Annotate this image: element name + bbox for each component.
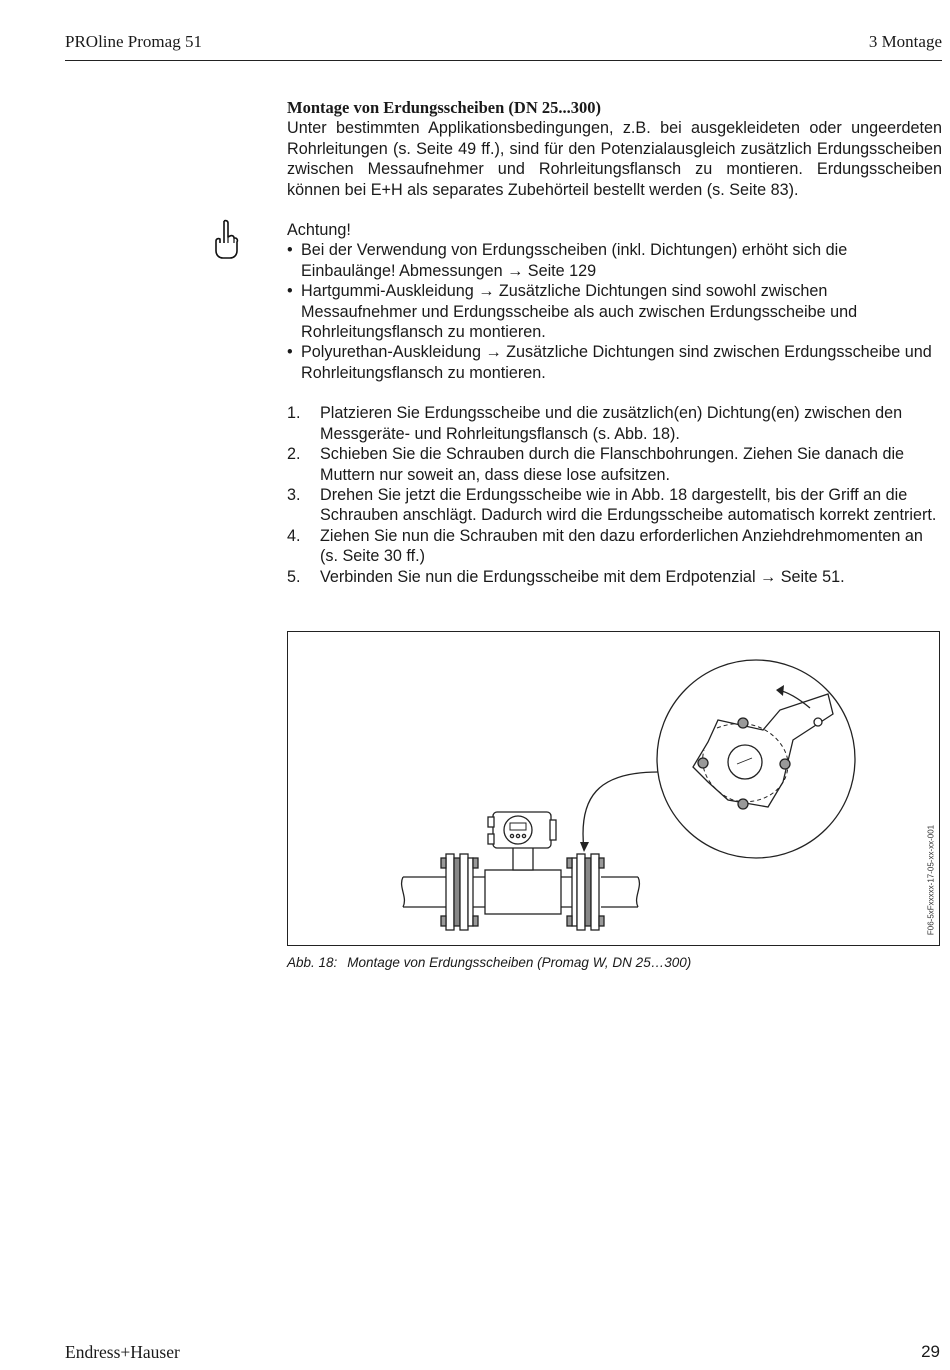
- list-item: • Hartgummi-Auskleidung → Zusätzliche Dichtungen sind sowohl zwischen Messaufnehmer und Erdungsscheibe als auch zwischen Erdungsscheibe und Rohrleitungsflansch zu montieren.: [287, 281, 942, 342]
- step-list: [287, 403, 942, 587]
- warning-block: [287, 220, 942, 383]
- caption-text: Montage von Erdungsscheiben (Promag W, DN 25…300): [347, 955, 692, 970]
- grounding-disk-illustration: [288, 632, 941, 947]
- step-text: Schieben Sie die Schrauben durch die Flanschbohrungen. Ziehen Sie danach die Muttern nur soweit an, dass diese lose aufsitzen.: [320, 445, 905, 484]
- step-item: [287, 444, 942, 485]
- figure-caption: [287, 955, 691, 970]
- figure-reference-code: F06-5xFxxxxx-17-05-xx-xx-001: [926, 824, 936, 936]
- page-number: 29: [921, 1342, 940, 1361]
- section-heading: Montage von Erdungsscheiben (DN 25...300): [287, 98, 601, 117]
- figure-frame: [287, 631, 940, 946]
- footer-brand: Endress+Hauser: [65, 1342, 180, 1362]
- running-header-chapter: 3 Montage: [868, 32, 942, 51]
- warning-title: Achtung!: [287, 221, 351, 240]
- step-text: Platzieren Sie Erdungsscheibe und die zusätzlich(en) Dichtung(en) zwischen den Messgeräte- und Rohrleitungsflansch (s. Abb. 18).: [320, 404, 903, 443]
- step-item: [287, 403, 942, 444]
- step-item: [287, 526, 942, 567]
- running-header-title: PROline Promag 51: [65, 32, 202, 51]
- step-number: 2.: [287, 445, 301, 464]
- intro-paragraph: Unter bestimmten Applikationsbedingungen, z.B. bei ausgekleideten oder ungeerdeten Rohrleitungen (s. Seite 49 ff.), sind für den Potenzialausgleich zusätzlich Erdungsscheiben zwischen Messaufnehmer und Rohrleitungsflansch zu montieren. Erdungsscheiben können bei E+H als separates Zubehörteil bestellt werden (s. Seite 83).: [287, 119, 942, 199]
- list-item: • Bei der Verwendung von Erdungsscheiben (inkl. Dichtungen) erhöht sich die Einbaulänge! Abmessungen → Seite 129: [287, 240, 942, 281]
- list-item: • Polyurethan-Auskleidung → Zusätzliche Dichtungen sind zwischen Erdungsscheibe und Rohrleitungsflansch zu montieren.: [287, 342, 942, 383]
- main-content: [287, 98, 942, 587]
- step-text: Ziehen Sie nun die Schrauben mit den dazu erforderlichen Anziehdrehmomenten an (s. Seite 30 ff.): [320, 526, 923, 566]
- step-text: Drehen Sie jetzt die Erdungsscheibe wie in Abb. 18 dargestellt, bis der Griff an die Schrauben anschlägt. Dadurch wird die Erdungsscheibe automatisch korrekt zentriert.: [320, 485, 937, 525]
- step-number: 1.: [287, 404, 301, 423]
- step-number: 3.: [287, 485, 301, 504]
- warning-list: [287, 240, 942, 383]
- step-number: 5.: [287, 567, 301, 586]
- step-item: [287, 485, 942, 526]
- caption-number: Abb. 18:: [287, 955, 338, 970]
- step-number: 4.: [287, 526, 301, 545]
- step-item: [287, 567, 942, 587]
- header-rule: [65, 60, 942, 61]
- pointing-hand-icon: [213, 219, 239, 259]
- step-text: Verbinden Sie nun die Erdungsscheibe mit dem Erdpotenzial → Seite 51.: [320, 567, 845, 586]
